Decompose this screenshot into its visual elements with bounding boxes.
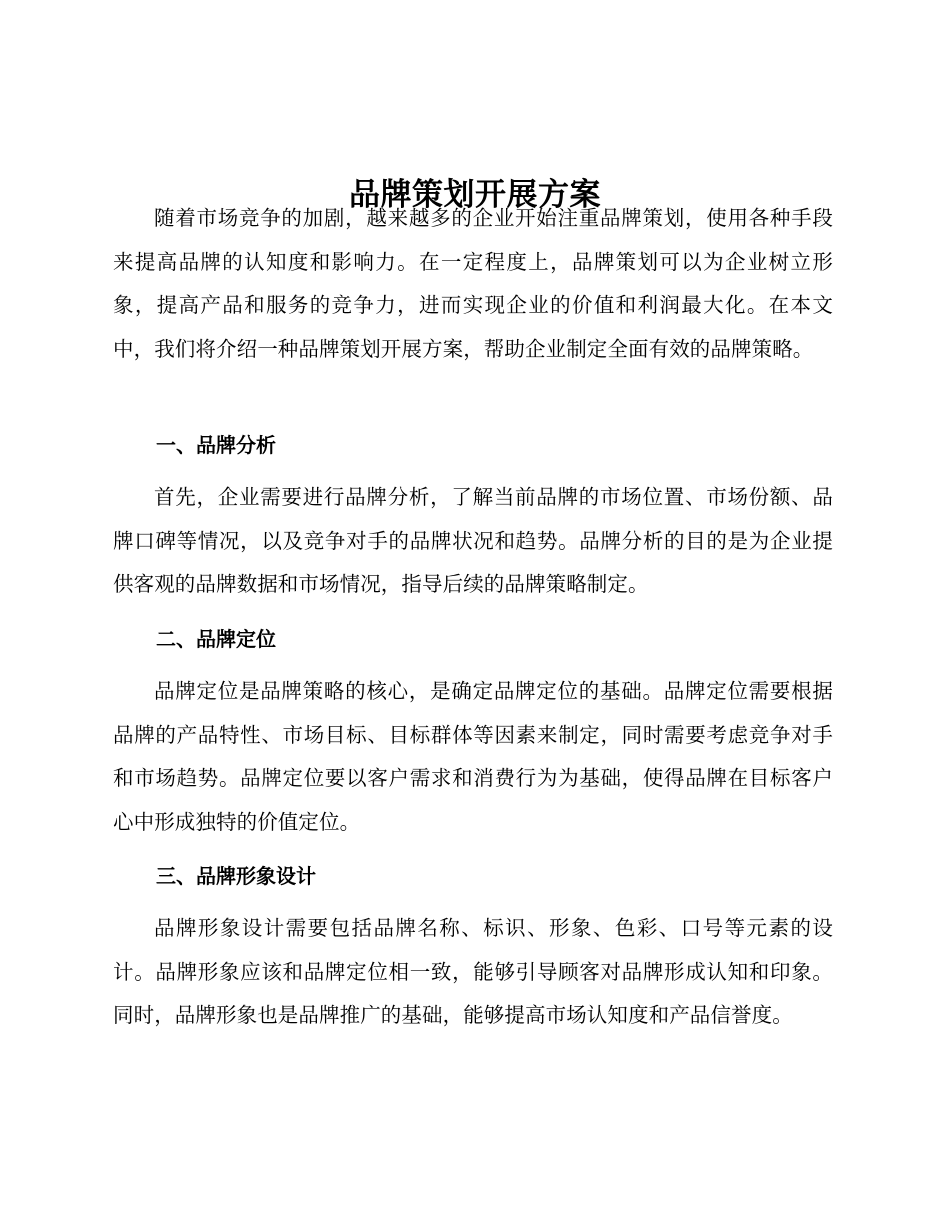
- section-3-body-block: [113, 907, 833, 1038]
- section-paragraph: 品牌定位是品牌策略的核心，是确定品牌定位的基础。品牌定位需要根据品牌的产品特性、市场目标、目标群体等因素来制定，同时需要考虑竞争对手和市场趋势。品牌定位要以客户需求和消费行为为基础，使得品牌在目标客户心中形成独特的价值定位。: [113, 679, 833, 834]
- section-1: [113, 430, 833, 460]
- section-paragraph: 品牌形象设计需要包括品牌名称、标识、形象、色彩、口号等元素的设计。品牌形象应该和品牌定位相一致，能够引导顾客对品牌形成认知和印象。同时，品牌形象也是品牌推广的基础，能够提高市场认知度和产品信誉度。: [113, 916, 833, 1027]
- section-heading: 三、品牌形象设计: [156, 864, 316, 888]
- intro-paragraph-block: [113, 197, 833, 371]
- section-3: [113, 861, 833, 891]
- section-heading: 二、品牌定位: [156, 627, 276, 651]
- intro-paragraph: 随着市场竞争的加剧，越来越多的企业开始注重品牌策划，使用各种手段来提高品牌的认知度和影响力。在一定程度上，品牌策划可以为企业树立形象，提高产品和服务的竞争力，进而实现企业的价值和利润最大化。在本文中，我们将介绍一种品牌策划开展方案，帮助企业制定全面有效的品牌策略。: [113, 206, 833, 361]
- section-paragraph: 首先，企业需要进行品牌分析，了解当前品牌的市场位置、市场份额、品牌口碑等情况，以及竞争对手的品牌状况和趋势。品牌分析的目的是为企业提供客观的品牌数据和市场情况，指导后续的品牌策略制定。: [113, 485, 833, 596]
- document-title: 品牌策划开展方案: [349, 176, 601, 213]
- section-1-body-block: [113, 476, 833, 607]
- section-2-body-block: [113, 670, 833, 844]
- section-2: [113, 624, 833, 654]
- section-heading: 一、品牌分析: [156, 433, 276, 457]
